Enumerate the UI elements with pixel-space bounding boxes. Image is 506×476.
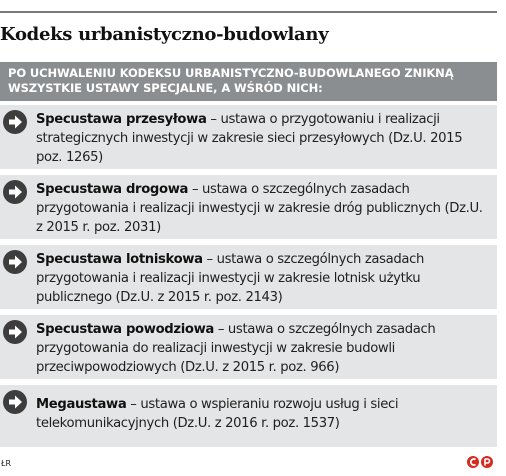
list-item-desc: – ustawa o wspieraniu rozwoju usług i sieci telekomunikacyjnych (Dz.U. z 2016 r. poz. 1537) [36,397,399,431]
page-title: Kodeks urbanistyczno-budowlany [0,24,329,45]
list-item-desc: – ustawa o szczególnych zasadach przygotowania i realizacji inwestycji w zakresie lotnisk użytku publicznego (Dz.U. z 2015 r. poz. 2143) [36,252,425,305]
list-item-text [36,180,489,237]
list-item-text [36,250,489,307]
list-item-desc: – ustawa o szczególnych zasadach przygotowania do realizacji inwestycji w zakresie budowli przeciwpowodziowych (Dz.U. z 2015 r. poz. 966) [36,322,436,375]
section-header: PO UCHWALENIU KODEKSU URBANISTYCZNO-BUDOWLANEGO ZNIKNĄ WSZYSTKIE USTAWY SPECJALNE, A WŚRÓD NICH: [0,62,497,101]
list-item-text [36,395,489,433]
arrow-right-icon [2,319,28,345]
dgp-logo-icon [466,455,496,469]
author-credit: ŁR [1,459,12,468]
list-item [0,315,497,379]
list-item-desc: – ustawa o szczególnych zasadach przygotowania i realizacji inwestycji w zakresie dróg publicznych (Dz.U. z 2015 r. poz. 2031) [36,182,483,235]
list-item-desc: – ustawa o przygotowaniu i realizacji strategicznych inwestycji w zakresie sieci przesyłowych (Dz.U. 2015 poz. 1265) [36,112,463,165]
arrow-right-icon [2,389,28,415]
arrow-right-icon [2,249,28,275]
list-item-name: Specustawa drogowa [36,182,189,197]
list-item [0,385,497,447]
list-item [0,105,497,169]
list-item-text [36,320,489,377]
list-item-name: Megaustawa [36,397,127,412]
top-rule [0,11,497,13]
list-item-name: Specustawa lotniskowa [36,252,203,267]
list-item-text [36,110,489,167]
arrow-right-icon [2,179,28,205]
list-item [0,245,497,309]
list-item-name: Specustawa powodziowa [36,322,214,337]
list-item [0,175,497,239]
list-item-name: Specustawa przesyłowa [36,112,207,127]
arrow-right-icon [2,109,28,135]
